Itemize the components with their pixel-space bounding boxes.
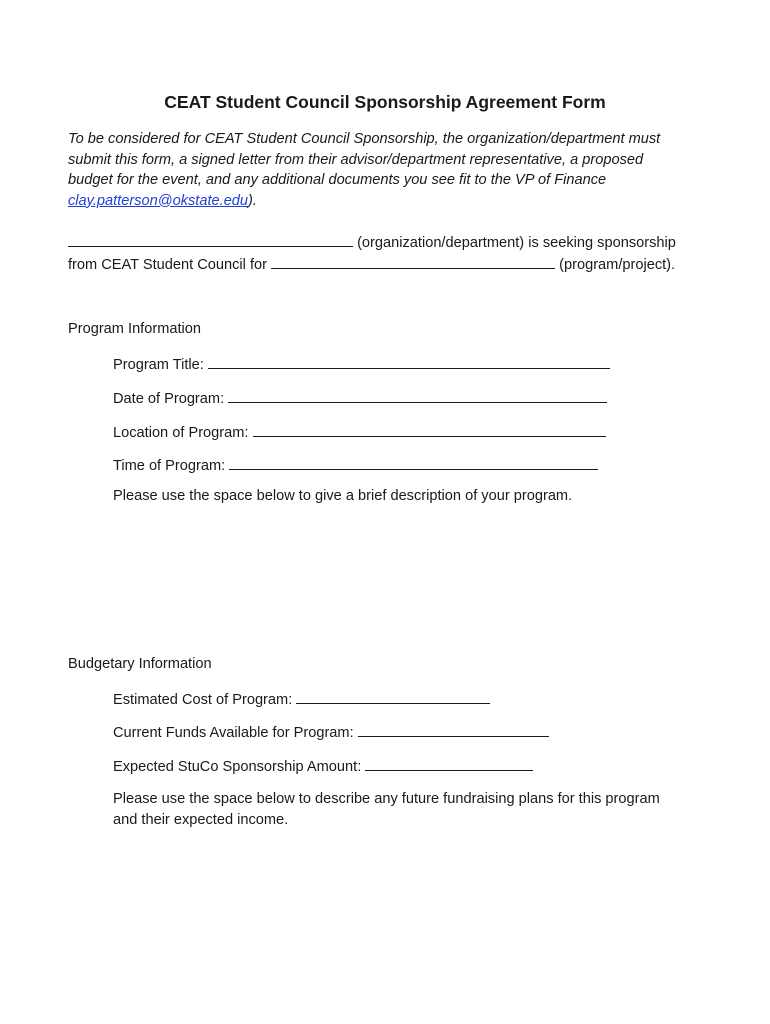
intro-line-3: budget for the event, and any additional documents you see fit to the VP of Finance — [68, 172, 607, 189]
program-project-blank[interactable] — [271, 254, 555, 269]
program-information-heading: Program Information — [68, 321, 202, 337]
program-project-suffix: (program/project). — [559, 257, 676, 273]
program-title-label: Program Title: — [113, 357, 204, 373]
expected-sponsorship-blank[interactable] — [365, 756, 533, 771]
fundraising-line-2: and their expected income. — [113, 811, 289, 828]
current-funds-label: Current Funds Available for Program: — [113, 725, 354, 741]
intro-line-1: To be considered for CEAT Student Council Sponsorship, the organization/department must — [68, 131, 661, 147]
sponsorship-line-2 — [68, 254, 676, 276]
program-time-field — [113, 455, 598, 474]
program-location-field — [113, 422, 606, 441]
form-title: CEAT Student Council Sponsorship Agreement Form — [164, 92, 606, 112]
intro-paragraph — [68, 129, 708, 211]
program-time-blank[interactable] — [229, 455, 598, 470]
email-suffix: ). — [248, 192, 257, 209]
program-date-field — [113, 388, 607, 407]
intro-line-4 — [68, 191, 708, 212]
description-prompt: Please use the space below to give a brief description of your program. — [113, 488, 573, 504]
organization-blank[interactable] — [68, 232, 353, 247]
current-funds-blank[interactable] — [358, 722, 549, 737]
expected-sponsorship-field — [113, 756, 533, 775]
program-location-blank[interactable] — [253, 422, 606, 437]
council-prefix: from CEAT Student Council for — [68, 257, 267, 273]
current-funds-field — [113, 722, 549, 741]
sponsorship-statement — [68, 232, 676, 276]
budgetary-information-heading: Budgetary Information — [68, 656, 212, 672]
expected-sponsorship-label: Expected StuCo Sponsorship Amount: — [113, 759, 362, 775]
estimated-cost-field — [113, 689, 490, 708]
program-location-label: Location of Program: — [113, 425, 249, 441]
program-date-blank[interactable] — [228, 388, 607, 403]
sponsorship-line-1 — [68, 232, 676, 254]
organization-suffix: (organization/department) is seeking sponsorship — [357, 235, 676, 251]
estimated-cost-label: Estimated Cost of Program: — [113, 692, 293, 708]
program-title-field — [113, 354, 610, 373]
intro-line-2: submit this form, a signed letter from their advisor/department representative, a proposed — [68, 151, 644, 168]
finance-email-link[interactable]: clay.patterson@okstate.edu — [68, 192, 249, 209]
fundraising-prompt — [113, 789, 713, 830]
program-date-label: Date of Program: — [113, 391, 225, 407]
program-title-blank[interactable] — [208, 354, 610, 369]
fundraising-line-1: Please use the space below to describe any future fundraising plans for this program — [113, 791, 660, 807]
estimated-cost-blank[interactable] — [296, 689, 490, 704]
program-time-label: Time of Program: — [113, 458, 226, 474]
